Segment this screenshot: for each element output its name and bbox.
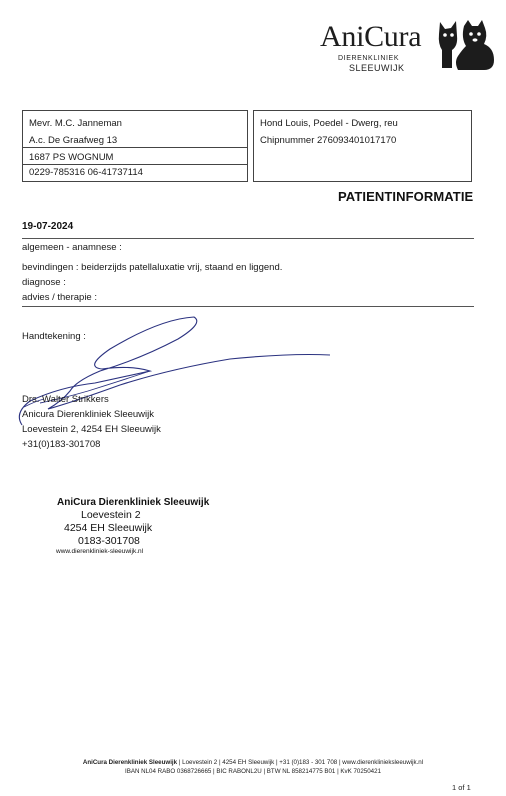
stamp-website: www.dierenkliniek-sleeuwijk.nl bbox=[56, 548, 144, 555]
vet-address: Loevestein 2, 4254 EH Sleeuwijk bbox=[22, 424, 161, 435]
footer-contact: | Loevestein 2 | 4254 EH Sleeuwijk | +31 (0)183 - 301 708 | www.dierenklinieksleeuwijk.nl bbox=[177, 759, 424, 766]
signature-label: Handtekening : bbox=[22, 331, 86, 342]
advice-row: advies / therapie : bbox=[22, 292, 97, 303]
stamp-phone: 0183-301708 bbox=[78, 535, 140, 547]
logo-subtitle-clinic: DIERENKLINIEK bbox=[338, 55, 400, 62]
document-date: 19-07-2024 bbox=[22, 221, 74, 232]
owner-phone: 0229-785316 06-41737114 bbox=[29, 167, 143, 178]
vet-clinic: Anicura Dierenkliniek Sleeuwijk bbox=[22, 409, 155, 420]
diagnosis-row: diagnose : bbox=[22, 277, 66, 288]
owner-info-box bbox=[22, 110, 248, 182]
findings-row: bevindingen : beiderzijds patellaluxatie vrij, staand en liggend. bbox=[22, 262, 283, 273]
pet-description: Hond Louis, Poedel - Dwerg, reu bbox=[260, 118, 398, 129]
pet-chip-number: Chipnummer 276093401017170 bbox=[260, 135, 397, 146]
owner-divider bbox=[23, 147, 247, 148]
pet-info-box bbox=[253, 110, 472, 182]
owner-name: Mevr. M.C. Janneman bbox=[29, 118, 122, 129]
owner-divider bbox=[23, 164, 247, 165]
anamnese-row: algemeen - anamnese : bbox=[22, 242, 122, 253]
footer-bank-line: IBAN NL04 RABO 0368726665 | BIC RABONL2U | BTW NL 858214775 B01 | KvK 70250421 bbox=[124, 768, 382, 775]
stamp-clinic-name: AniCura Dierenkliniek Sleeuwijk bbox=[57, 497, 210, 508]
owner-street: A.c. De Graafweg 13 bbox=[29, 135, 118, 146]
stamp-city: 4254 EH Sleeuwijk bbox=[64, 522, 153, 534]
document-title: PATIENTINFORMATIE bbox=[338, 189, 474, 204]
stamp-street: Loevestein 2 bbox=[81, 509, 141, 521]
logo-subtitle-location: SLEEUWIJK bbox=[349, 63, 405, 73]
footer-clinic-name: AniCura Dierenkliniek Sleeuwijk bbox=[82, 759, 178, 766]
divider-line bbox=[22, 238, 474, 239]
brand-logo-text: AniCura bbox=[320, 20, 422, 53]
vet-name: Drs. Walter Strikkers bbox=[22, 394, 109, 405]
page-number: 1 of 1 bbox=[452, 783, 471, 792]
owner-city: 1687 PS WOGNUM bbox=[29, 152, 114, 163]
cat-dog-logo-icon bbox=[436, 16, 496, 74]
vet-phone: +31(0)183-301708 bbox=[22, 439, 101, 450]
footer-address-line bbox=[40, 759, 466, 766]
